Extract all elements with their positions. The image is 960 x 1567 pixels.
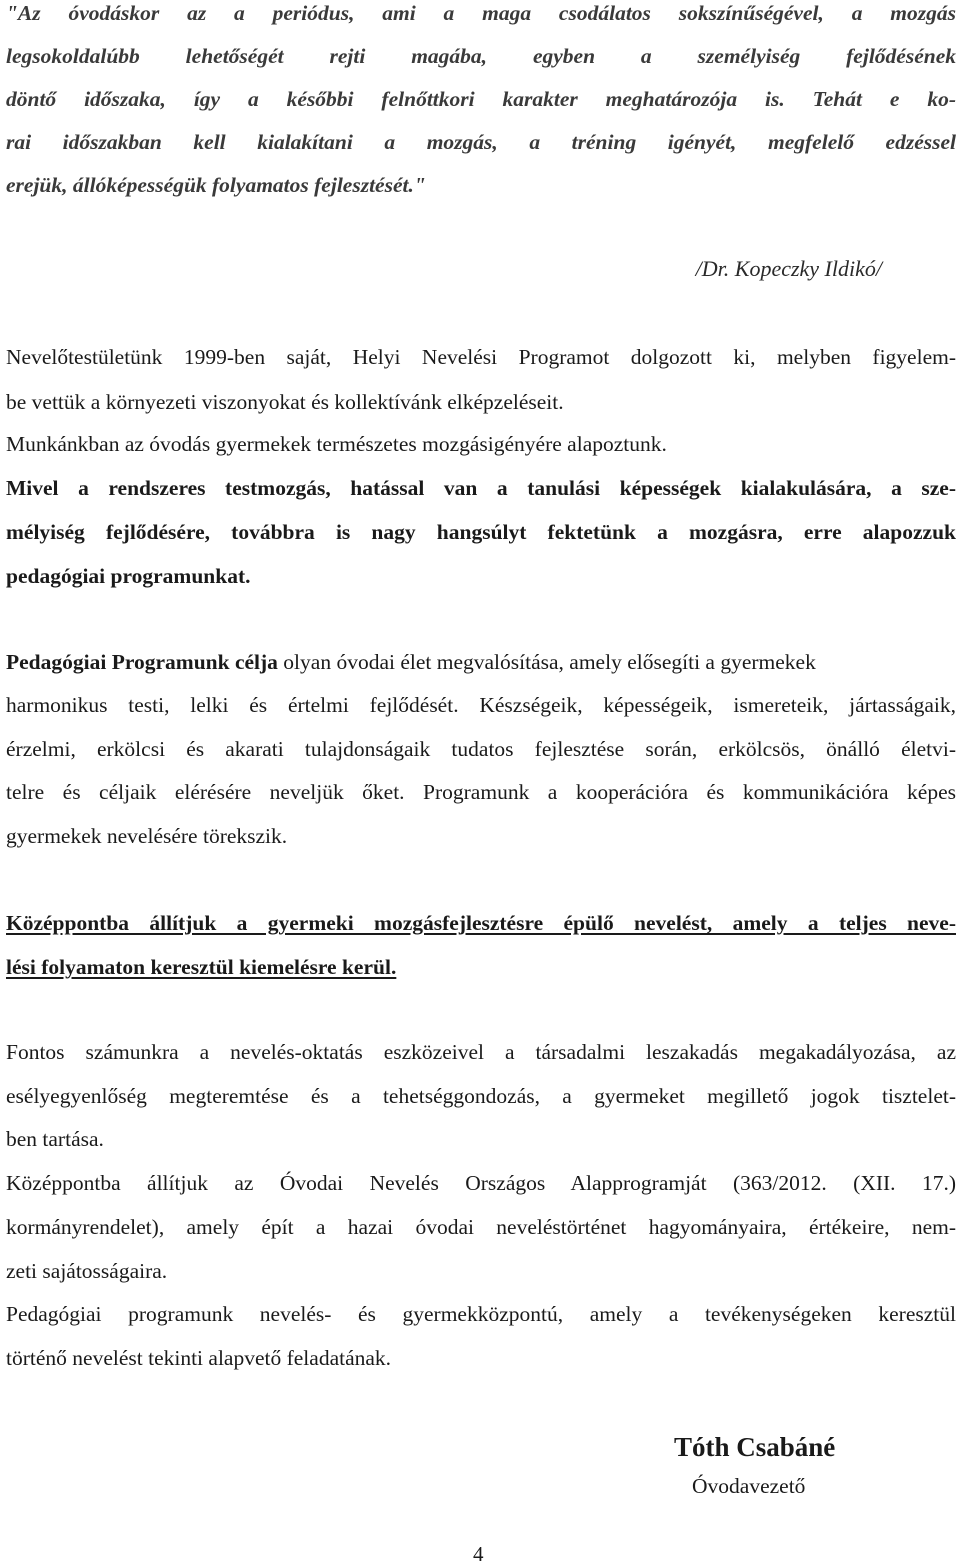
text-line: esélyegyenlőség megteremtése és a tehetséggondozás, a gyermeket megillető jogok tisztelet- (6, 1084, 956, 1108)
text-line: telre és céljaik elérésére neveljük őket. Programunk a kooperációra és kommunikációra képes (6, 780, 956, 804)
text-line: Munkánkban az óvodás gyermekek természetes mozgásigényére alapoztunk. (6, 432, 667, 456)
text-line: Nevelőtestületünk 1999-ben saját, Helyi Nevelési Programot dolgozott ki, melyben figyelem- (6, 345, 956, 369)
text-line: Középpontba állítjuk az Óvodai Nevelés Országos Alapprogramját (363/2012. (XII. 17.) (6, 1171, 956, 1195)
quote-line: "Az óvodáskor az a periódus, ami a maga csodálatos sokszínűségével, a mozgás (6, 1, 956, 25)
quote-author: /Dr. Kopeczky Ildikó/ (695, 256, 882, 281)
signatory-title: Óvodavezető (692, 1474, 806, 1498)
text-line: Mivel a rendszeres testmozgás, hatással van a tanulási képességek kialakulására, a sze- (6, 476, 956, 500)
goal-heading: Pedagógiai Programunk célja (6, 650, 278, 674)
text-line: Fontos számunkra a nevelés-oktatás eszközeivel a társadalmi leszakadás megakadályozása, az (6, 1040, 956, 1064)
quote-line: rai időszakban kell kialakítani a mozgás, a tréning igényét, megfelelő edzéssel (6, 130, 956, 154)
text-line: zeti sajátosságaira. (6, 1259, 168, 1283)
page-number: 4 (473, 1542, 484, 1566)
text-line: Pedagógiai programunk nevelés- és gyermekközpontú, amely a tevékenységeken keresztül (6, 1302, 956, 1326)
signatory-name: Tóth Csabáné (674, 1432, 836, 1462)
text-line: harmonikus testi, lelki és értelmi fejlődését. Készségeik, képességeik, ismereteik, jártasságaik, (6, 693, 956, 717)
text-line: mélyiség fejlődésére, továbbra is nagy hangsúlyt fektetünk a mozgásra, erre alapozzuk (6, 520, 956, 544)
quote-line: erejük, állóképességük folyamatos fejlesztését." (6, 173, 426, 197)
text-line: lési folyamaton keresztül kiemelésre kerül. (6, 955, 397, 979)
quote-line: döntő időszaka, így a későbbi felnőttkori karakter meghatározója is. Tehát e ko- (6, 87, 956, 111)
text-line: Középpontba állítjuk a gyermeki mozgásfejlesztésre épülő nevelést, amely a teljes neve- (6, 911, 956, 935)
text-line: kormányrendelet), amely épít a hazai óvodai neveléstörténet hagyományaira, értékeire, nem- (6, 1215, 956, 1239)
text-line: ben tartása. (6, 1127, 104, 1151)
text-line (6, 649, 956, 675)
quote-line: legsokoldalúbb lehetőségét rejti magába, egyben a személyiség fejlődésének (6, 44, 956, 68)
text-line: be vettük a környezeti viszonyokat és kollektívánk elképzeléseit. (6, 390, 564, 414)
goal-text: olyan óvodai élet megvalósítása, amely elősegíti a gyermekek (277, 650, 816, 674)
text-line: történő nevelést tekinti alapvető feladatának. (6, 1346, 392, 1370)
text-line: pedagógiai programunkat. (6, 564, 251, 588)
text-line: érzelmi, erkölcsi és akarati tulajdonságaik tudatos fejlesztése során, erkölcsös, önálló életvi- (6, 737, 956, 761)
text-line: gyermekek nevelésére törekszik. (6, 824, 288, 848)
